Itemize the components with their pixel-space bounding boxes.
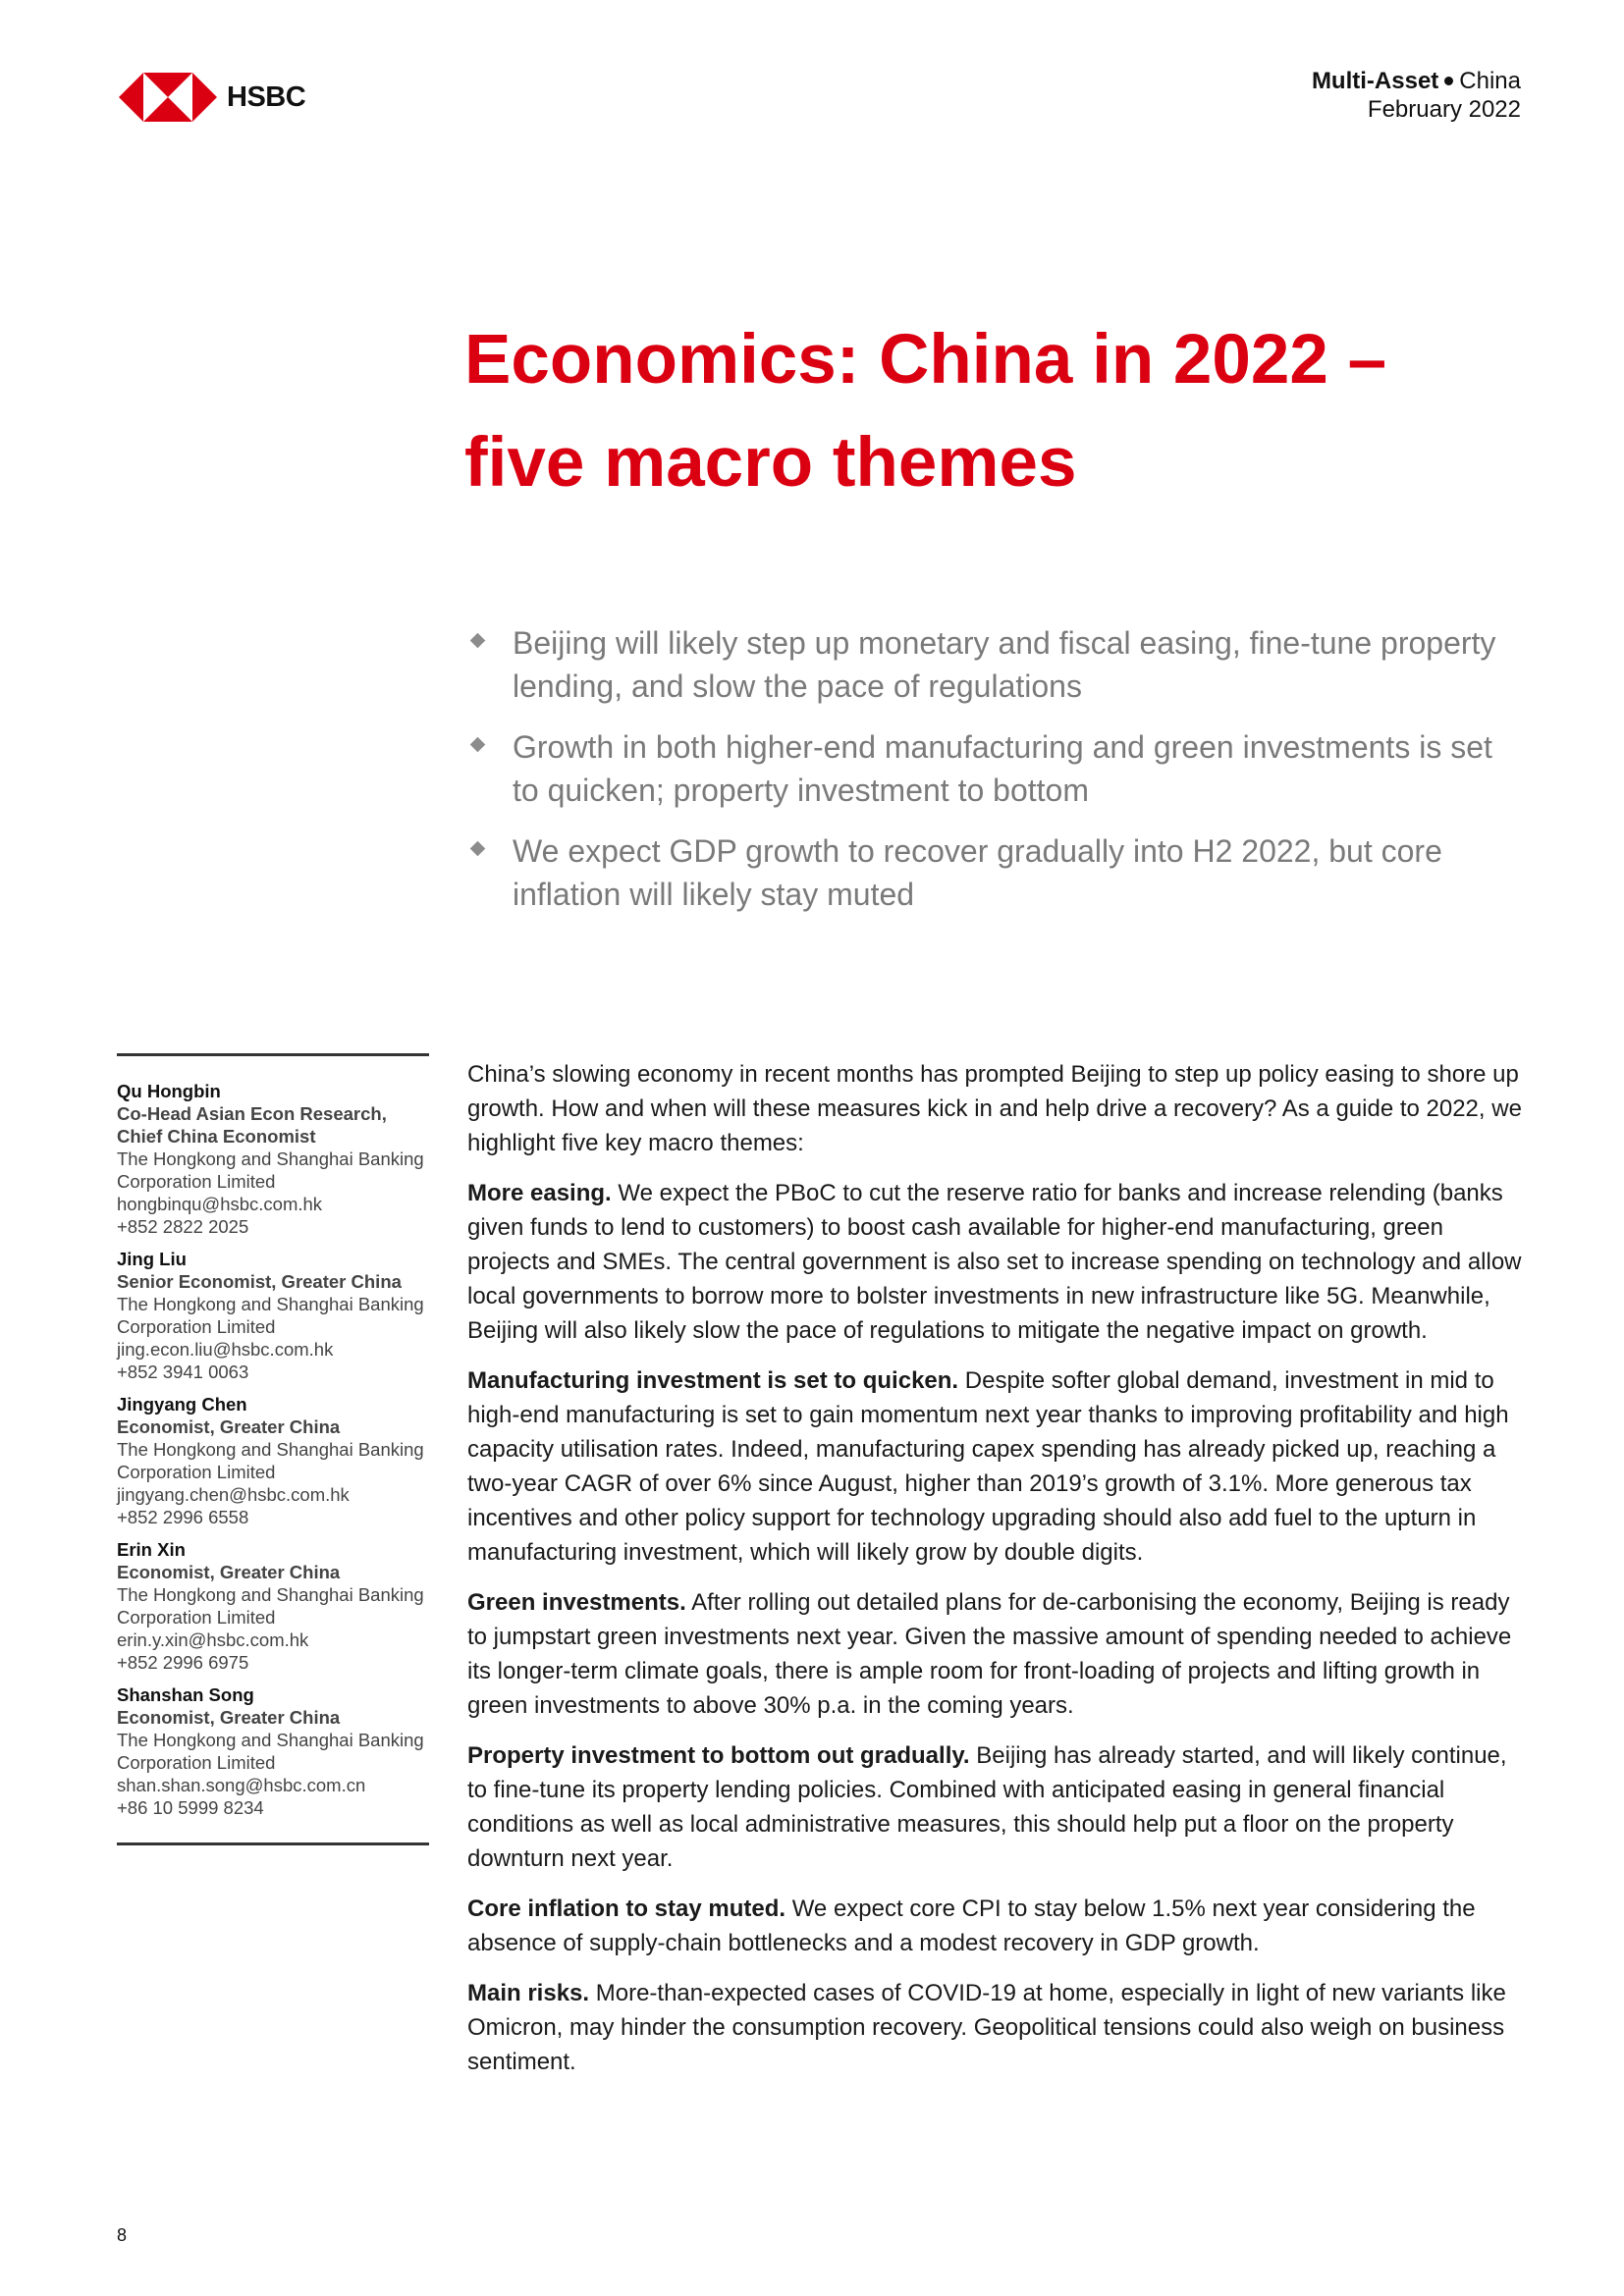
- author-name: Jingyang Chen: [117, 1394, 247, 1415]
- highlight-item: [466, 725, 1507, 812]
- author-name: Jing Liu: [117, 1249, 187, 1269]
- theme-text: We expect core CPI to stay below 1.5% next year considering the absence of supply-chain bottlenecks and a modest recovery in GDP growth.: [467, 1896, 1476, 1956]
- hsbc-hexagon-icon: [119, 73, 217, 122]
- highlight-item: [466, 621, 1507, 708]
- highlight-text: We expect GDP growth to recover gradually into H2 2022, but core inflation will likely stay muted: [513, 833, 1442, 912]
- author-card: [117, 1080, 429, 1238]
- theme-text: More-than-expected cases of COVID-19 at home, especially in light of new variants like Omicron, may hinder the consumption recovery. Geopolitical tensions could also weigh on business sentiment.: [467, 1980, 1506, 2075]
- author-card: [117, 1248, 429, 1383]
- bullet-dot-icon: [1444, 77, 1453, 85]
- theme-paragraph: [467, 1585, 1523, 1723]
- theme-text: Despite softer global demand, investment in mid to high-end manufacturing is set to gain momentum next year thanks to improving profitability and high capacity utilisation rates. Indeed, manufacturing capex spending has already picked up, reaching a two-year CAGR of over 6% since August, higher than 2019’s growth of 3.1%. More generous tax incentives and other policy support for technology upgrading should also add fuel to the upturn in manufacturing investment, which will likely grow by double digits.: [467, 1367, 1509, 1566]
- theme-lead: Core inflation to stay muted.: [467, 1896, 786, 1922]
- page-title: Economics: China in 2022 – five macro themes: [464, 321, 1387, 502]
- author-email[interactable]: jingyang.chen@hsbc.com.hk: [117, 1484, 350, 1505]
- author-phone: +852 2822 2025: [117, 1216, 249, 1237]
- diamond-bullet-icon: [470, 737, 486, 753]
- section-label: Multi-Asset: [1311, 68, 1439, 94]
- theme-lead: Property investment to bottom out gradually.: [467, 1742, 970, 1769]
- author-email[interactable]: erin.y.xin@hsbc.com.hk: [117, 1629, 309, 1650]
- theme-lead: More easing.: [467, 1180, 612, 1206]
- section-line: [1312, 67, 1521, 95]
- report-header: [1312, 67, 1521, 124]
- author-email[interactable]: shan.shan.song@hsbc.com.cn: [117, 1775, 366, 1795]
- author-role: Economist, Greater China: [117, 1707, 341, 1728]
- author-card: [117, 1538, 429, 1674]
- author-org: The Hongkong and Shanghai Banking Corporation Limited: [117, 1294, 424, 1337]
- author-org: The Hongkong and Shanghai Banking Corporation Limited: [117, 1584, 424, 1628]
- theme-paragraph: [467, 1738, 1523, 1876]
- highlight-item: [466, 829, 1507, 916]
- author-org: The Hongkong and Shanghai Banking Corporation Limited: [117, 1439, 424, 1482]
- report-date: February 2022: [1367, 96, 1521, 123]
- author-role: Economist, Greater China: [117, 1562, 341, 1582]
- author-role: Economist, Greater China: [117, 1416, 341, 1437]
- theme-lead: Main risks.: [467, 1980, 590, 2006]
- author-phone: +852 3941 0063: [117, 1362, 249, 1382]
- diamond-bullet-icon: [470, 841, 486, 857]
- author-name: Erin Xin: [117, 1539, 186, 1560]
- theme-text: We expect the PBoC to cut the reserve ratio for banks and increase relending (banks given funds to lend to customers) to boost cash available for higher-end manufacturing, green projects and SMEs. The central government is also set to increase spending on technology and allow local governments to borrow more to bolster investments in new infrastructure like 5G. Meanwhile, Beijing will also likely slow the pace of regulations to mitigate the negative impact on growth.: [467, 1180, 1522, 1344]
- author-card: [117, 1683, 429, 1819]
- page-number: 8: [117, 2225, 128, 2245]
- author-phone: +852 2996 6975: [117, 1652, 249, 1673]
- author-name: Qu Hongbin: [117, 1081, 221, 1101]
- diamond-bullet-icon: [470, 633, 486, 649]
- theme-paragraph: [467, 1363, 1523, 1570]
- author-phone: +852 2996 6558: [117, 1507, 249, 1527]
- highlight-text: Growth in both higher-end manufacturing and green investments is set to quicken; property investment to bottom: [513, 729, 1492, 808]
- theme-text: Beijing has already started, and will likely continue, to fine-tune its property lending policies. Combined with anticipated easing in general financial conditions as well as local administrative measures, this should help put a floor on the property downturn next year.: [467, 1742, 1507, 1872]
- author-phone: +86 10 5999 8234: [117, 1797, 264, 1818]
- authors-sidebar: [117, 1053, 429, 1845]
- author-email[interactable]: jing.econ.liu@hsbc.com.hk: [117, 1339, 334, 1360]
- article-body: [467, 1057, 1523, 2095]
- theme-paragraph: [467, 1176, 1523, 1348]
- theme-lead: Green investments.: [467, 1589, 686, 1616]
- region-label: China: [1459, 68, 1521, 94]
- key-highlights: [466, 621, 1507, 934]
- theme-text: After rolling out detailed plans for de-carbonising the economy, Beijing is ready to jumpstart green investments next year. Given the massive amount of spending needed to achieve its longer-term climate goals, there is ample room for front-loading of projects and lifting growth in green investments to above 30% p.a. in the coming years.: [467, 1589, 1512, 1719]
- highlight-text: Beijing will likely step up monetary and fiscal easing, fine-tune property lending, and slow the pace of regulations: [513, 625, 1496, 704]
- author-card: [117, 1393, 429, 1528]
- hsbc-logo[interactable]: [119, 73, 305, 122]
- theme-paragraph: [467, 1892, 1523, 1960]
- author-org: The Hongkong and Shanghai Banking Corporation Limited: [117, 1730, 424, 1773]
- theme-paragraph: [467, 1976, 1523, 2079]
- author-role: Co-Head Asian Econ Research, Chief China Economist: [117, 1103, 387, 1147]
- theme-lead: Manufacturing investment is set to quicken.: [467, 1367, 959, 1394]
- author-email[interactable]: hongbinqu@hsbc.com.hk: [117, 1194, 323, 1214]
- intro-paragraph: China’s slowing economy in recent months has prompted Beijing to step up policy easing to shore up growth. How and when will these measures kick in and help drive a recovery? As a guide to 2022, we highlight five key macro themes:: [467, 1061, 1522, 1156]
- author-role: Senior Economist, Greater China: [117, 1271, 402, 1292]
- author-name: Shanshan Song: [117, 1684, 254, 1705]
- logo-wordmark: HSBC: [227, 80, 306, 113]
- author-org: The Hongkong and Shanghai Banking Corporation Limited: [117, 1148, 424, 1192]
